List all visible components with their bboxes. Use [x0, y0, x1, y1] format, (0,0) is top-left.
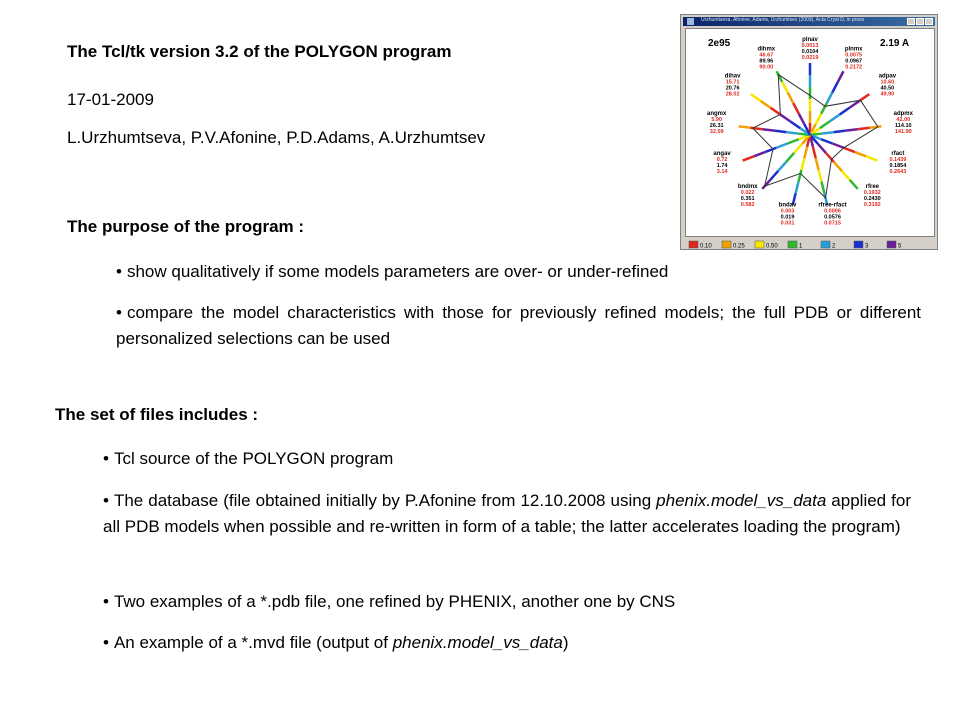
axis-label: bndav — [778, 202, 797, 209]
axis-spoke-segment — [818, 144, 826, 153]
legend-swatch — [722, 241, 731, 248]
axis-spoke-segment — [813, 147, 816, 159]
axis-spoke-segment — [739, 126, 751, 127]
axis-value: 46.67 — [759, 52, 774, 59]
axis-spoke-segment — [743, 156, 754, 160]
purpose-item-text: show qualitatively if some models parameters are over- or under-refined — [126, 262, 669, 281]
files-item-3 — [103, 589, 911, 615]
legend-swatch — [788, 241, 797, 248]
axis-spoke-segment — [820, 121, 830, 128]
axis-value: 0.2430 — [863, 195, 881, 202]
files-heading: The set of files includes : — [55, 405, 259, 424]
axis-spoke-segment — [782, 82, 788, 93]
legend-swatch — [854, 241, 863, 248]
axis-spoke-segment — [846, 129, 858, 130]
axis-label: adpmx — [893, 110, 913, 117]
files-item-2 — [103, 488, 911, 540]
axis-value: 5.90 — [711, 116, 723, 123]
legend-label: 0.50 — [766, 243, 778, 250]
axis-spoke-segment — [838, 71, 844, 82]
axis-spoke-segment — [819, 170, 822, 182]
axis-value: 0.2172 — [845, 64, 863, 71]
legend-swatch — [689, 241, 698, 248]
axis-value: 89.96 — [759, 58, 774, 65]
axis-spoke-segment — [788, 139, 799, 143]
legend-scale — [685, 239, 935, 250]
bullet-dot: • — [116, 303, 122, 322]
axis-spoke-segment — [850, 180, 858, 189]
legend-label: 0.25 — [733, 243, 745, 250]
axis-spoke-segment — [778, 162, 786, 171]
axis-spoke-segment — [793, 103, 799, 114]
axis-value: 10.60 — [880, 79, 895, 86]
axis-spoke-segment — [761, 101, 771, 108]
axis-value: 141.90 — [894, 128, 912, 135]
files-item-text-pre: The database (file obtained initially by P.Afonine from 12.10.2008 using — [113, 491, 657, 510]
axis-value: 0.351 — [740, 195, 755, 202]
axis-value: 0.022 — [740, 189, 755, 196]
legend-swatch — [755, 241, 764, 248]
axis-spoke-segment — [799, 170, 802, 182]
axis-spoke-segment — [816, 114, 822, 125]
axis-spoke-segment — [840, 108, 850, 115]
axis-value: 0.1439 — [889, 156, 907, 163]
axis-spoke-segment — [821, 103, 827, 114]
axis-spoke-segment — [780, 115, 790, 122]
axis-spoke-segment — [830, 115, 840, 122]
files-item-4 — [103, 630, 911, 656]
axis-value: 0.0104 — [801, 49, 819, 55]
axis-value: 0.72 — [716, 156, 728, 163]
axis-value: 20.76 — [725, 85, 740, 92]
files-item-text: Tcl source of the POLYGON program — [113, 449, 394, 468]
axis-label: rfact — [891, 150, 905, 157]
axis-label: dihmx — [757, 46, 776, 53]
axis-spoke-segment — [832, 144, 843, 148]
axis-value: 0.0967 — [845, 58, 863, 65]
axis-spoke-segment — [832, 82, 838, 93]
axis-spoke-segment — [822, 132, 834, 133]
app-icon — [687, 18, 694, 25]
axis-spoke-segment — [762, 129, 774, 130]
axis-spoke-segment — [801, 158, 804, 170]
axis-spoke-segment — [794, 144, 802, 153]
axis-spoke-segment — [870, 126, 882, 127]
axis-value: 90.00 — [759, 64, 774, 71]
axis-spoke-segment — [842, 171, 850, 180]
axis-value: 0.0075 — [845, 52, 863, 59]
axis-spoke-segment — [866, 156, 877, 160]
purpose-item-text: compare the model characteristics with those for previously refined models; the full PDB or different personalized selections can be used — [116, 303, 921, 348]
axis-spoke-segment — [799, 114, 805, 125]
axis-value: 0.0006 — [824, 208, 841, 215]
minimize-icon[interactable] — [907, 18, 915, 25]
bullet-dot: • — [103, 633, 109, 652]
purpose-item-1 — [116, 259, 921, 285]
purpose-item-2 — [116, 300, 921, 352]
axis-label: plnmx — [844, 46, 863, 53]
legend-label: 3 — [865, 243, 869, 250]
axis-value: 32.09 — [709, 128, 724, 135]
axis-spoke-segment — [821, 139, 832, 143]
axis-spoke-segment — [859, 94, 869, 101]
authors-line: L.Urzhumtseva, P.V.Afonine, P.D.Adams, A.Urzhumtsev — [67, 128, 486, 147]
polygon-canvas — [685, 28, 935, 237]
axis-value: 0.019 — [780, 214, 795, 221]
bullet-dot: • — [103, 491, 109, 510]
maximize-icon[interactable] — [916, 18, 924, 25]
axis-spoke-segment — [827, 92, 833, 103]
axis-value: 0.003 — [780, 208, 795, 215]
axis-spoke-segment — [790, 121, 800, 128]
axis-spoke-segment — [770, 171, 778, 180]
axis-spoke-segment — [858, 128, 870, 129]
axis-value: 114.10 — [895, 122, 912, 129]
axis-label: rfree-rfact — [818, 202, 847, 209]
axis-spoke-segment — [786, 153, 794, 162]
axis-value: 0.0219 — [801, 55, 819, 61]
axis-spoke-segment — [844, 148, 855, 152]
files-item-1 — [103, 446, 911, 472]
legend-label: 1 — [799, 243, 803, 250]
files-item-text-em: phenix.model_vs_data — [656, 491, 827, 510]
axis-spoke-segment — [751, 94, 761, 101]
axis-spoke-segment — [796, 182, 799, 194]
axis-spoke-segment — [765, 148, 776, 152]
axis-spoke-segment — [754, 152, 765, 156]
axis-value: 0.0013 — [801, 43, 819, 49]
files-item-text-post: applied for all PDB models when possible and re-written in form of a table; the latter accelerates loading the program) — [103, 491, 911, 536]
bullet-dot: • — [116, 262, 122, 281]
axis-value: 1.74 — [716, 162, 728, 169]
polygon-diagram — [686, 29, 934, 236]
resolution-label: 2.19 A — [880, 38, 910, 49]
axis-spoke-segment — [816, 158, 819, 170]
axis-spoke-segment — [788, 92, 794, 103]
legend-swatch — [887, 241, 896, 248]
axis-label: angav — [713, 150, 731, 157]
purpose-heading: The purpose of the program : — [67, 217, 305, 236]
date-line: 17-01-2009 — [67, 90, 154, 109]
files-item-text-post: ) — [562, 633, 569, 652]
axis-value: 40.50 — [880, 85, 895, 92]
axis-value: 26.31 — [709, 122, 724, 129]
legend-label: 0.10 — [700, 243, 712, 250]
polygon-window-screenshot — [680, 14, 938, 250]
axis-value: 49.90 — [880, 91, 895, 98]
axis-spoke-segment — [834, 162, 842, 171]
axis-value: 0.0715 — [824, 220, 841, 227]
pdb-id: 2e95 — [708, 38, 731, 49]
axis-label: plnav — [802, 37, 818, 43]
axis-value: 42.00 — [896, 116, 911, 123]
axis-spoke-segment — [826, 153, 834, 162]
legend-swatch — [821, 241, 830, 248]
window-title-bar — [683, 17, 935, 26]
axis-value: 28.02 — [725, 91, 740, 98]
legend-label: 2 — [832, 243, 836, 250]
axis-spoke-segment — [834, 131, 846, 132]
axis-value: 3.14 — [716, 168, 728, 175]
axis-label: dihav — [724, 73, 741, 80]
axis-value: 0.582 — [740, 201, 755, 208]
close-icon[interactable] — [925, 18, 933, 25]
files-item-text-pre: An example of a *.mvd file (output of — [113, 633, 393, 652]
axis-spoke-segment — [821, 182, 824, 194]
axis-value: 15.71 — [725, 79, 740, 86]
bullet-dot: • — [103, 449, 109, 468]
axis-spoke-segment — [855, 152, 866, 156]
axis-spoke-segment — [776, 144, 787, 148]
page-title: The Tcl/tk version 3.2 of the POLYGON program — [67, 42, 452, 61]
files-item-text: Two examples of a *.pdb file, one refined by PHENIX, another one by CNS — [113, 592, 676, 611]
axis-value: 0.2643 — [889, 168, 907, 175]
axis-spoke-segment — [774, 131, 786, 132]
axis-value: 0.3192 — [863, 201, 881, 208]
axis-label: angmx — [707, 110, 727, 117]
files-item-text-em: phenix.model_vs_data — [392, 633, 563, 652]
legend-label: 5 — [898, 243, 902, 250]
axis-label: rfree — [865, 183, 880, 190]
axis-spoke-segment — [770, 108, 780, 115]
bullet-dot: • — [103, 592, 109, 611]
axis-spoke-segment — [786, 132, 798, 133]
axis-label: adpav — [878, 73, 897, 80]
axis-value: 0.1932 — [863, 189, 881, 196]
axis-value: 0.1854 — [889, 162, 907, 169]
color-legend — [685, 237, 935, 248]
axis-spoke-segment — [804, 147, 807, 159]
axis-value: 0.0576 — [824, 214, 841, 221]
window-title: Urzhumtseva, Afonine, Adams, Urzhumtsev (2009), Acta Cryst D, in press — [701, 17, 865, 23]
axis-label: bndmx — [737, 183, 758, 190]
axis-value: 0.031 — [780, 220, 795, 227]
